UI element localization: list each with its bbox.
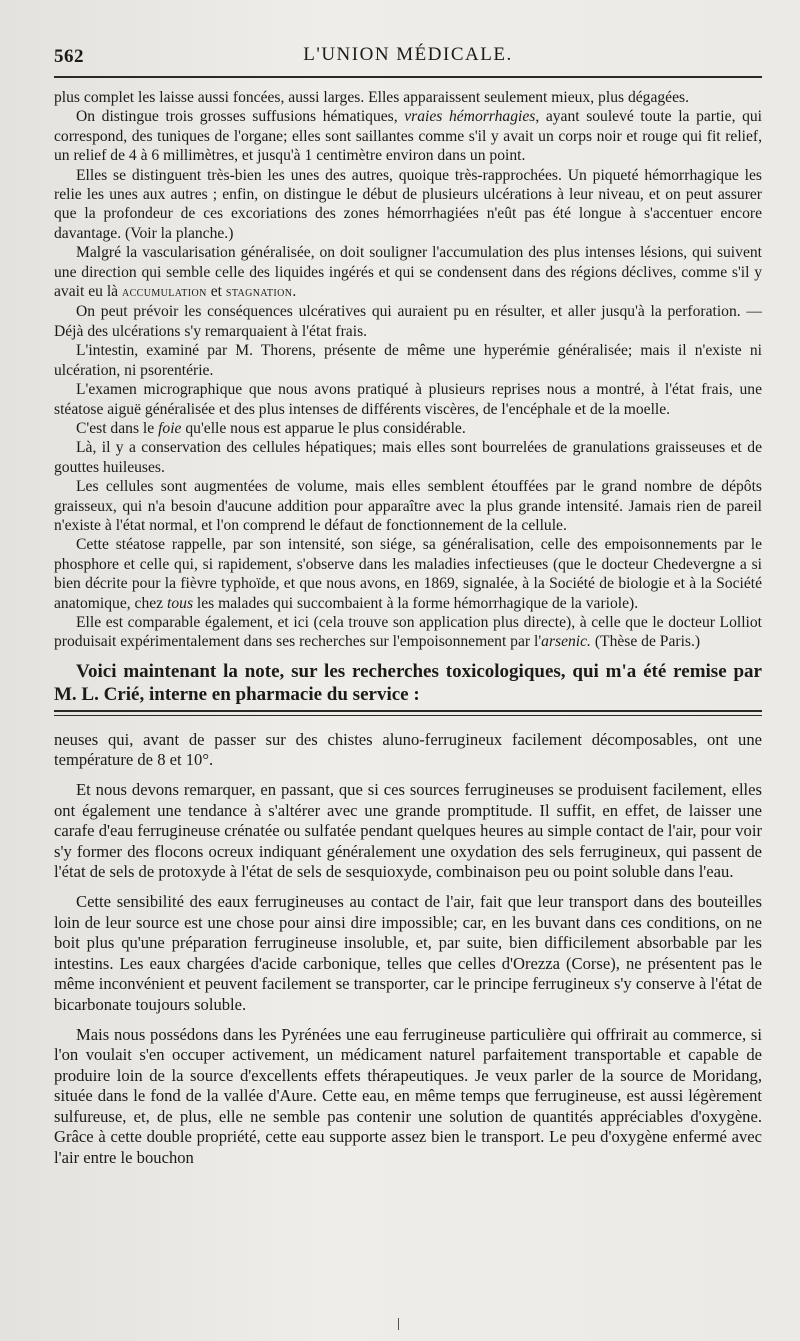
paragraph: Là, il y a conservation des cellules hépatiques; mais elles sont bourrelées de granulations graisseuses et de gouttes huileuses. <box>54 439 762 476</box>
page-bottom-mark <box>398 1318 399 1330</box>
page-number: 562 <box>54 46 84 67</box>
section-ferruginous-waters <box>54 730 762 1169</box>
paragraph: Les cellules sont augmentées de volume, mais elles semblent étouffées par le grand nombre de dépôts graisseux, qui n'a besoin d'aucune addition pour apparaître avec la plus grande intensité. Jamais rien de pareil n'existe à l'état normal, et l'on comprend le défaut de fonctionnement de la cellule. <box>54 478 762 534</box>
paragraph: On peut prévoir les conséquences ulcératives qui auraient pu en résulter, et aller jusqu'à la perforation. — Déjà des ulcérations s'y remarquaient à l'état frais. <box>54 303 762 340</box>
paragraph: L'examen micrographique que nous avons pratiqué à plusieurs reprises nous a montré, à l'état frais, une stéatose aiguë généralisée et des plus intenses de différents viscères, de l'encéphale et de la moelle. <box>54 381 762 418</box>
emphasis: vraies hémorrhagies <box>404 108 536 126</box>
small-caps-term: stagnation <box>225 285 293 301</box>
paragraph: Malgré la vascularisation généralisée, on doit souligner l'accumulation des plus intenses lésions, qui suivent une direction qui semble celle des liquides ingérés et qui se condensent dans des régions déclives, comme s'il y avait eu là accumulation et stagnation. <box>54 244 762 301</box>
header-rule <box>54 76 762 78</box>
running-title: L'UNION MÉDICALE. <box>303 44 513 65</box>
paragraph: L'intestin, examiné par M. Thorens, présente de même une hyperémie généralisée; mais il n'existe ni ulcération, ni psorentérie. <box>54 342 762 379</box>
paragraph: On distingue trois grosses suffusions hématiques, vraies hémorrhagies, ayant soulevé toute la partie, qui correspond, des tuniques de l'organe; elles sont saillantes comme s'il y avait un corps noir et rouge qui fit relief, un relief de 4 à 6 millimètres, et jusqu'à 1 centimètre environ dans un point. <box>54 108 762 165</box>
paragraph: Elles se distinguent très-bien les unes des autres, quoique très-rapprochées. Un piqueté hémorrhagique les relie les unes aux autres ; enfin, on distingue le début de plusieurs ulcérations à leur niveau, et on peut assurer que la profondeur de ces excoriations des zones hémorrhagiées n'eût pas été longue à s'accentuer encore davantage. (Voir la planche.) <box>54 166 762 242</box>
small-caps-term: accumulation <box>121 285 207 301</box>
paragraph: Mais nous possédons dans les Pyrénées une eau ferrugineuse particulière qui offrirait au commerce, si l'on voulait s'en occuper activement, un médicament naturel parfaitement transportable et capable de produire loin de la source d'excellents effets thérapeutiques. Je veux parler de la source de Moridang, située dans le fond de la vallée d'Aure. Cette eau, en même temps que ferrugineuse, est aussi légèrement sulfureuse, et, de plus, elle ne semble pas contenir une solution de quantités appréciables d'oxygène. Grâce à cette double propriété, cette eau supporte assez bien le transport. Le peu d'oxygène enfermé avec l'air entre le bouchon <box>54 1024 762 1168</box>
section-divider <box>54 710 762 716</box>
paragraph: Cette stéatose rappelle, par son intensité, son siége, sa généralisation, celle des empoisonnements par le phosphore et celle qui, si rapidement, s'observe dans les maladies infectieuses (que le docteur Chedevergne a si bien décrite pour la fièvre typhoïde, et que nous avons, en 1869, signalée, à la Société de biologie et à la Société anatomique, chez tous les malades qui succombaient à la forme hémorrhagique de la variole). <box>54 536 762 612</box>
paragraph: plus complet les laisse aussi foncées, aussi larges. Elles apparaissent seulement mieux, plus dégagées. <box>54 89 689 106</box>
page-header <box>54 0 762 76</box>
note-introduction: Voici maintenant la note, sur les recherches toxicologiques, qui m'a été remise par M. L. Crié, interne en pharmacie du service : <box>54 660 762 705</box>
emphasis: arsenic. <box>541 633 591 651</box>
paragraph: Elle est comparable également, et ici (cela trouve son application plus directe), à celle que le docteur Lolliot produisait expérimentalement dans ses recherches sur l'empoisonnement par l'arsenic. (Thèse de Paris.) <box>54 613 762 651</box>
paragraph: C'est dans le foie qu'elle nous est apparue le plus considérable. <box>76 419 466 437</box>
paragraph: Cette sensibilité des eaux ferrugineuses au contact de l'air, fait que leur transport dans des bouteilles loin de leur source est une chose pour ainsi dire impossible; car, en les buvant dans ces conditions, on ne boit plus qu'une préparation ferrugineuse insoluble, et, par suite, bien difficilement absorbable par les intestins. Les eaux chargées d'acide carbonique, telles que celles d'Orezza (Corse), ne présentent pas le même inconvénient et peuvent facilement se transporter, car le principe ferrugineux s'y conserve à l'état de bicarbonate toujours soluble. <box>54 891 762 1014</box>
emphasis: foie <box>158 419 182 437</box>
section-observation <box>54 88 762 652</box>
emphasis: tous <box>167 594 194 612</box>
paragraph: neuses qui, avant de passer sur des chistes aluno-ferrugineux facilement décomposables, ont une température de 8 et 10°. <box>54 729 762 770</box>
paragraph: Et nous devons remarquer, en passant, que si ces sources ferrugineuses se produisent facilement, elles ont également une tendance à s'altérer avec une grande promptitude. Il suffit, en effet, de laisser une carafe d'eau ferrugineuse crénatée ou sulfatée pendant quelques heures au simple contact de l'air, pour voir s'y former des flocons ocreux indiquant généralement une oxydation des sels ferrugineux, qui passent de l'état de sels de protoxyde à l'état de sels de sesquioxyde, combinaison peu ou point soluble dans l'eau. <box>54 779 762 882</box>
